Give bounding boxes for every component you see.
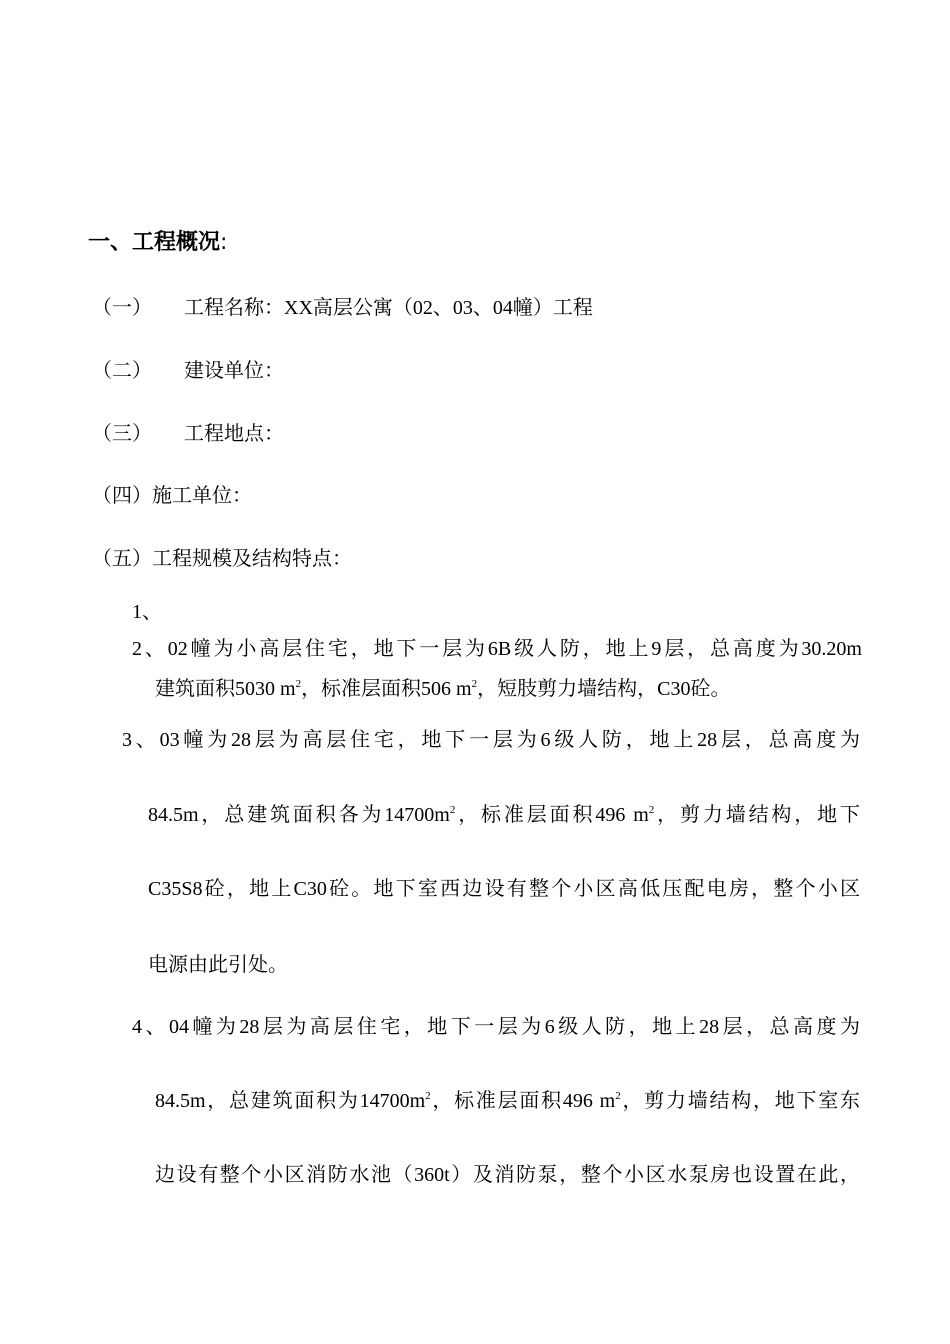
section-heading-text: 一、工程概况 <box>88 230 221 255</box>
item-owner <box>92 359 284 383</box>
item-text: 工程规模及结构特点： <box>152 548 352 570</box>
item-location <box>92 422 284 446</box>
sub-item-2-line-2 <box>155 677 730 701</box>
item-project-name <box>92 296 593 320</box>
sub-item-3-line-4: 电源由此引处。 <box>148 954 288 976</box>
sub-item-2-text-a: 建筑面积5030 m <box>155 678 296 700</box>
sub-item-3-line-2 <box>148 803 860 827</box>
superscript: 2 <box>295 678 302 690</box>
superscript: 2 <box>471 678 478 690</box>
superscript: 2 <box>449 804 456 816</box>
sub-item-4-text-c: ，剪力墙结构，地下室东 <box>620 1090 860 1112</box>
section-heading <box>88 229 227 257</box>
sub-item-2-text-c: ，短肢剪力墙结构，C30砼。 <box>477 678 731 700</box>
sub-item-3-line-3: C35S8砼，地上C30砼。地下室西边设有整个小区高低压配电房，整个小区 <box>148 878 860 900</box>
superscript: 2 <box>425 1090 431 1102</box>
sub-item-3-text-a: 84.5m，总建筑面积各为14700m <box>148 804 450 826</box>
sub-item-3-text-b: ，标准层面积496 m <box>455 804 649 826</box>
sub-item-4-line-2 <box>155 1089 860 1113</box>
item-label: （三） <box>92 423 152 445</box>
sub-item-3-line-1: 3、03幢为28层为高层住宅，地下一层为6级人防，地上28层，总高度为 <box>122 729 860 751</box>
superscript: 2 <box>615 1090 621 1102</box>
item-label: （四） <box>92 485 152 507</box>
superscript: 2 <box>648 804 655 816</box>
sub-item-4-line-3: 边设有整个小区消防水池（360t）及消防泵，整个小区水泵房也设置在此， <box>155 1164 860 1186</box>
sub-item-1: 1、 <box>132 601 162 623</box>
sub-item-2-line-1: 2、02幢为小高层住宅，地下一层为6B级人防，地上9层，总高度为30.20m <box>132 638 862 660</box>
sub-item-4-text-a: 84.5m，总建筑面积为14700m <box>155 1090 426 1112</box>
item-contractor <box>92 484 252 508</box>
sub-item-3-text-c: ，剪力墙结构，地下 <box>654 804 861 826</box>
item-text: 工程名称：XX高层公寓（02、03、04幢）工程 <box>184 297 593 319</box>
item-label: （二） <box>92 360 152 382</box>
sub-item-2-text-b: ，标准层面积506 m <box>301 678 472 700</box>
item-label: （五） <box>92 548 152 570</box>
sub-item-4-line-1: 4、04幢为28层为高层住宅，地下一层为6级人防，地上28层，总高度为 <box>132 1016 860 1038</box>
item-scale <box>92 547 352 571</box>
sub-item-4-text-b: ，标准层面积496 m <box>430 1090 616 1112</box>
item-text: 施工单位： <box>152 485 252 507</box>
item-label: （一） <box>92 297 152 319</box>
item-text: 工程地点： <box>184 423 284 445</box>
section-heading-colon: : <box>220 230 228 255</box>
item-text: 建设单位： <box>184 360 284 382</box>
